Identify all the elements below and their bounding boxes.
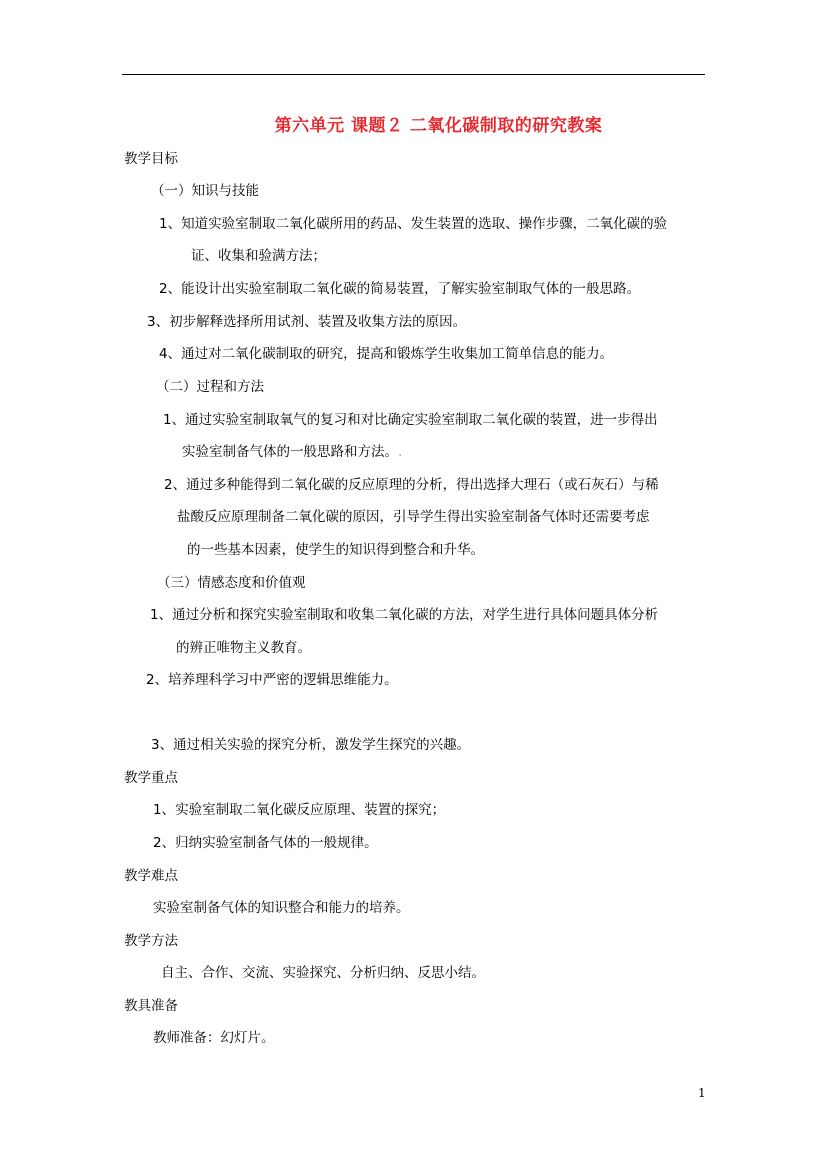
- key-item-2: 2、归纳实验室制备气体的一般规律。: [153, 835, 378, 851]
- knowledge-item-3: 3、初步解释选择所用试剂、装置及收集方法的原因。: [147, 314, 467, 330]
- emotion-item-1-line-2: 的辨正唯物主义教育。: [176, 640, 311, 656]
- emotion-item-2: 2、培养理科学习中严密的逻辑思维能力。: [146, 672, 398, 688]
- objectives-heading: 教学目标: [124, 151, 178, 167]
- knowledge-item-2: 2、能设计出实验室制取二氧化碳的简易装置，了解实验室制取气体的一般思路。: [159, 281, 641, 297]
- knowledge-heading: （一）知识与技能: [151, 183, 259, 199]
- process-item-2-line-2: 盐酸反应原理制备二氧化碳的原因，引导学生得出实验室制备气体时还需要考虑: [177, 509, 650, 525]
- emotion-heading: （三）情感态度和价值观: [157, 575, 306, 591]
- document-title: 第六单元 课题２ 二氧化碳制取的研究教案: [274, 116, 603, 136]
- process-item-1-line-2-text: 实验室制备气体的一般思路和方法。: [182, 444, 398, 460]
- tools-heading: 教具准备: [124, 998, 178, 1014]
- process-item-2-line-1: 2、通过多种能得到二氧化碳的反应原理的分析，得出选择大理石（或石灰石）与稀: [164, 477, 659, 493]
- key-item-1: 1、实验室制取二氧化碳反应原理、装置的探究；: [153, 802, 446, 818]
- method-heading: 教学方法: [124, 933, 178, 949]
- knowledge-item-1-line-1: 1、知道实验室制取二氧化碳所用的药品、发生装置的选取、操作步骤，二氧化碳的验: [159, 216, 668, 232]
- process-item-1-line-1: 1、通过实验室制取氧气的复习和对比确定实验室制取二氧化碳的装置，进一步得出: [163, 412, 658, 428]
- knowledge-item-4: 4、通过对二氧化碳制取的研究，提高和锻炼学生收集加工简单信息的能力。: [159, 346, 614, 362]
- stray-mark: .: [398, 444, 403, 460]
- header-rule: [122, 74, 705, 75]
- process-item-1-line-2: [182, 443, 402, 461]
- key-heading: 教学重点: [124, 770, 178, 786]
- process-heading: （二）过程和方法: [156, 379, 264, 395]
- tools-item: 教师准备：幻灯片。: [153, 1030, 275, 1046]
- difficult-heading: 教学难点: [124, 868, 178, 884]
- page-number: 1: [698, 1086, 706, 1100]
- knowledge-item-1-line-2: 证、收集和验满方法；: [191, 248, 326, 264]
- emotion-item-3: 3、通过相关实验的探究分析，激发学生探究的兴趣。: [151, 737, 471, 753]
- method-item: 自主、合作、交流、实验探究、分析归纳、反思小结。: [161, 965, 485, 981]
- emotion-item-1-line-1: 1、通过分析和探究实验室制取和收集二氧化碳的方法，对学生进行具体问题具体分析: [150, 607, 659, 623]
- difficult-item: 实验室制备气体的知识整合和能力的培养。: [153, 900, 410, 916]
- process-item-2-line-3: 的一些基本因素，使学生的知识得到整合和升华。: [187, 542, 484, 558]
